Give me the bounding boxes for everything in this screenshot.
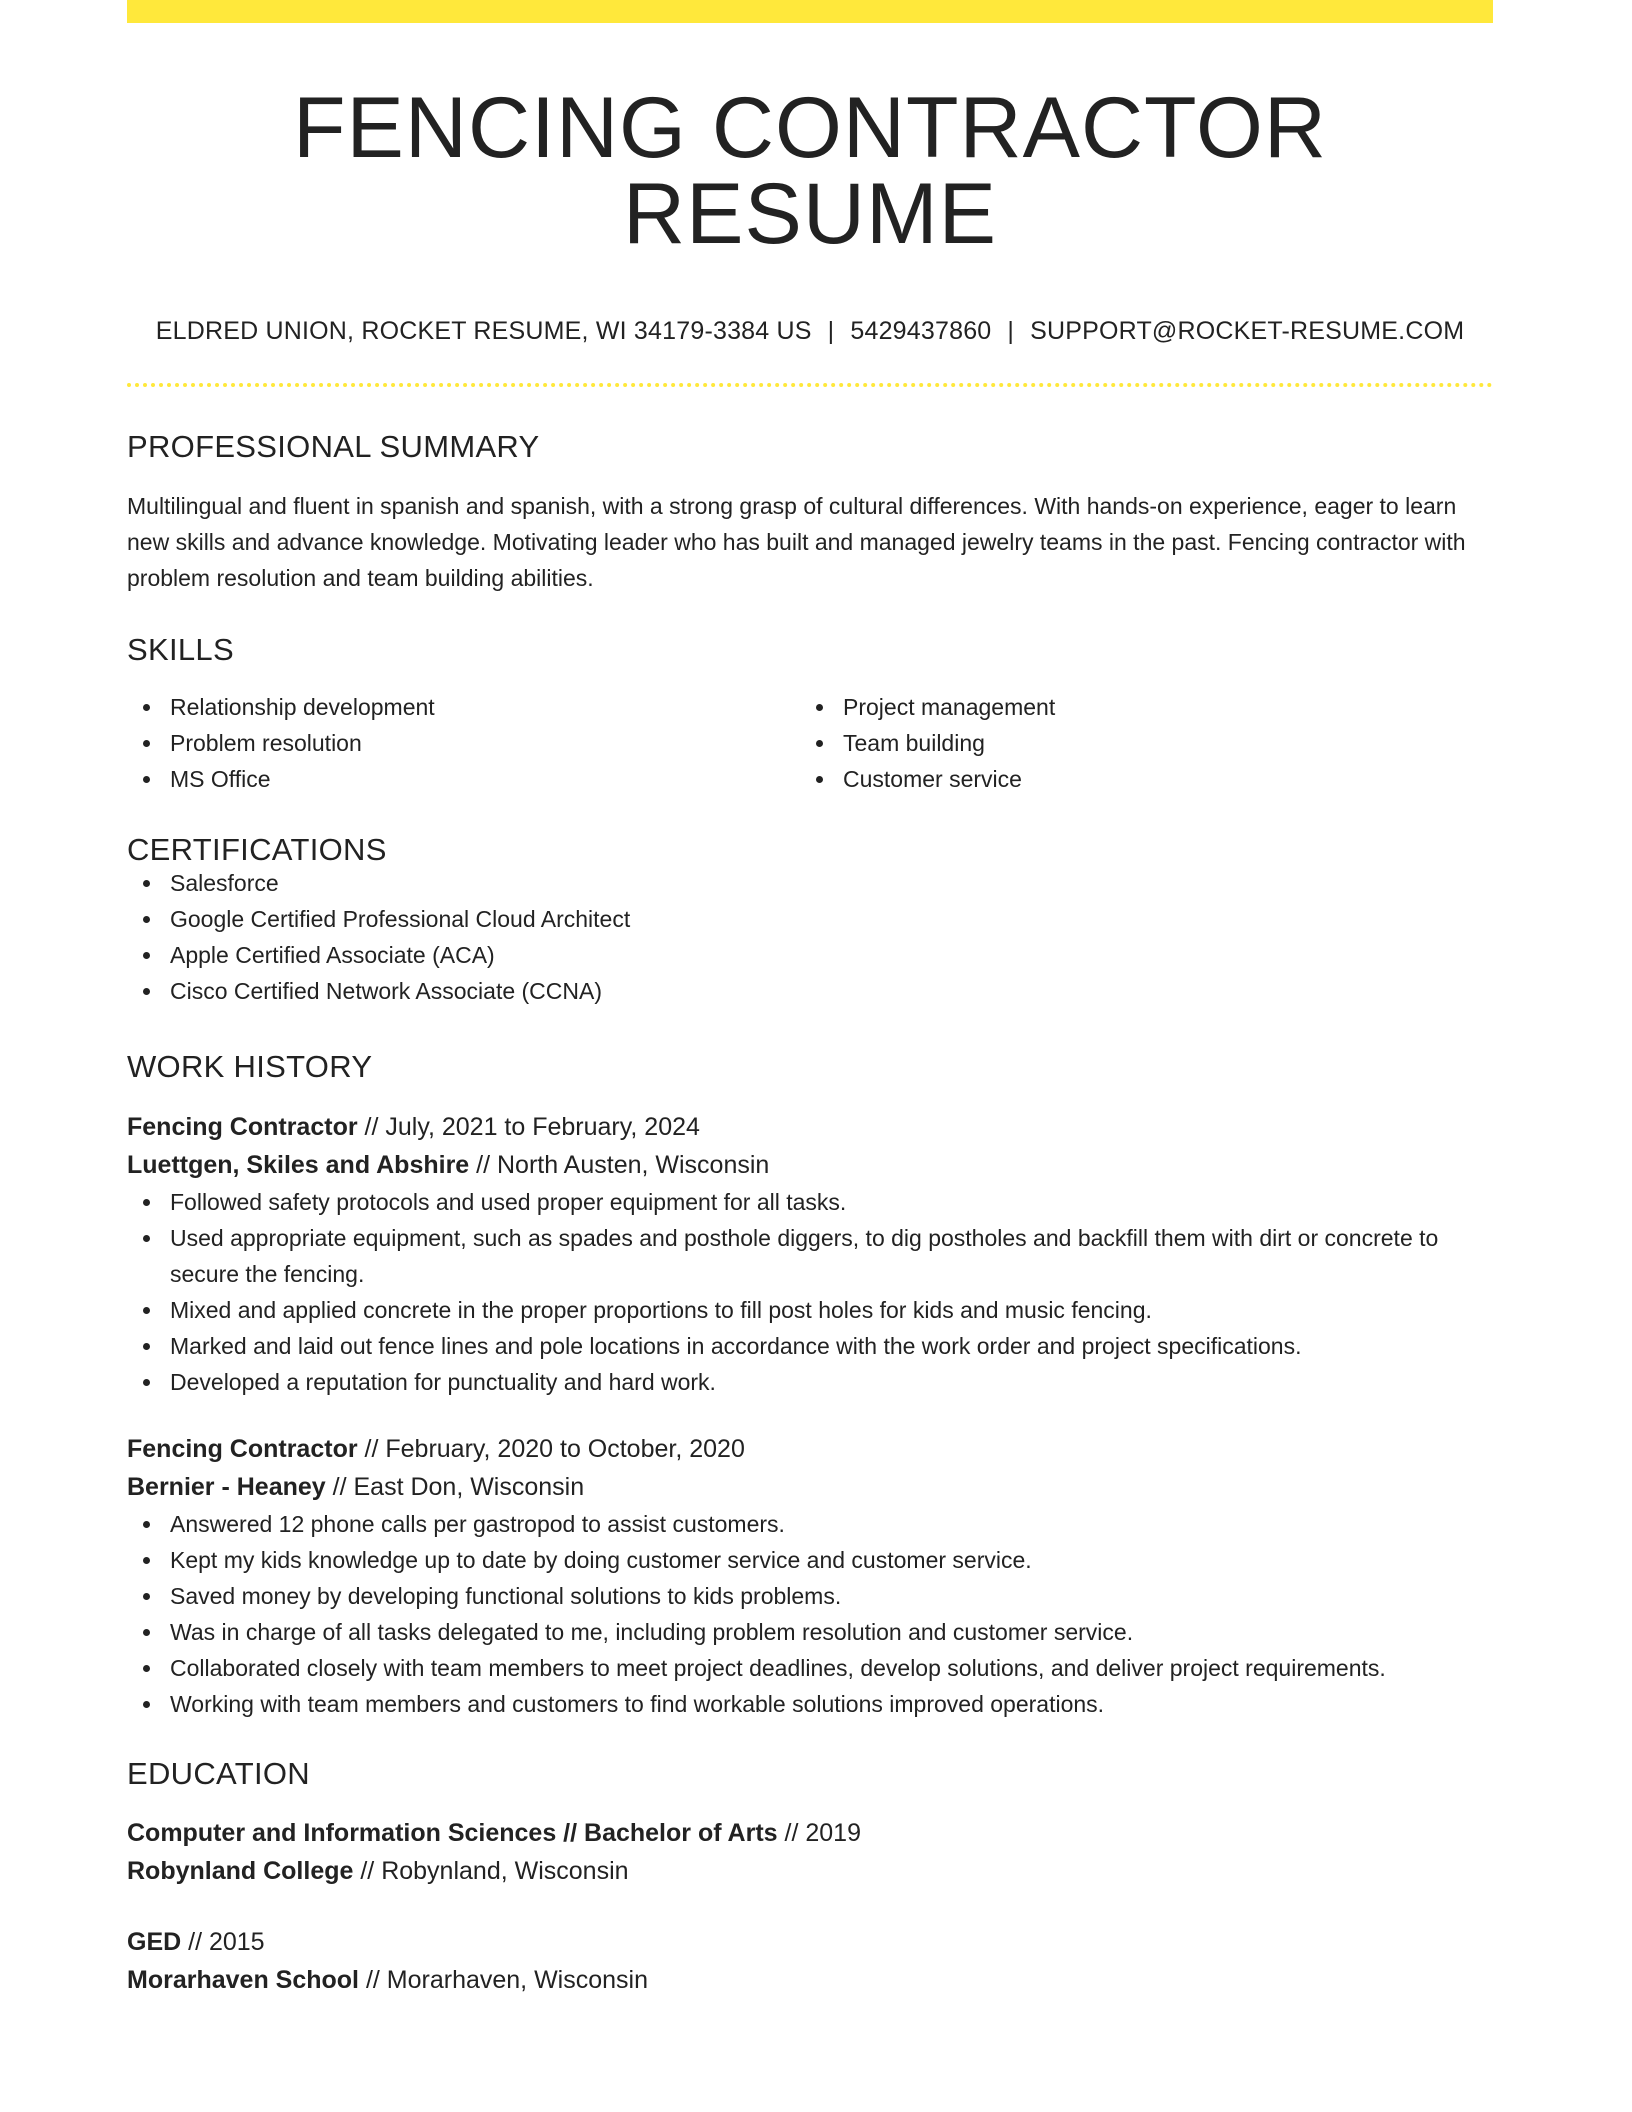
education-degree-line (127, 1923, 1493, 1961)
section-heading-education: EDUCATION (127, 1756, 310, 1791)
bullet-icon (143, 776, 150, 783)
bullet-icon (143, 1343, 150, 1350)
education-location: // Robynland, Wisconsin (353, 1857, 629, 1885)
skill-label: MS Office (170, 766, 271, 792)
list-item (800, 725, 1473, 761)
list-item (127, 761, 800, 797)
education-degree-line (127, 1814, 1493, 1852)
duty-text: Kept my kids knowledge up to date by doing customer service and customer service. (170, 1547, 1032, 1573)
duty-text: Collaborated closely with team members to meet project deadlines, develop solutions, and deliver project requirements. (170, 1655, 1386, 1681)
skills-column-left (127, 689, 800, 797)
bullet-icon (143, 704, 150, 711)
section-heading-certifications: CERTIFICATIONS (127, 832, 387, 867)
list-item (127, 865, 1493, 901)
job-location: // East Don, Wisconsin (325, 1473, 585, 1501)
list-item (127, 973, 1493, 1009)
contact-separator: | (1007, 317, 1015, 345)
resume-title: FENCING CONTRACTOR RESUME (292, 80, 1328, 262)
list-item (127, 1220, 1493, 1292)
bullet-icon (143, 740, 150, 747)
skills-list-right (800, 689, 1473, 797)
list-item (127, 1328, 1493, 1364)
certification-label: Google Certified Professional Cloud Architect (170, 906, 631, 932)
duty-text: Saved money by developing functional solutions to kids problems. (170, 1583, 842, 1609)
bullet-icon (143, 1307, 150, 1314)
job-title-line (127, 1430, 1493, 1468)
bullet-icon (816, 740, 823, 747)
skill-label: Team building (843, 730, 985, 756)
bullet-icon (143, 916, 150, 923)
job-location: // North Austen, Wisconsin (469, 1151, 770, 1179)
section-heading-work-history: WORK HISTORY (127, 1049, 373, 1084)
skill-label: Problem resolution (170, 730, 362, 756)
contact-phone: 5429437860 (850, 317, 992, 345)
skills-column-right (800, 689, 1473, 797)
summary-paragraph: Multilingual and fluent in spanish and spanish, with a strong grasp of cultural differences. With hands-on experience, eager to learn new skills and advance knowledge. Motivating leader who has built and managed jewelry teams in the past. Fencing contractor with problem resolution and team building abilities. (127, 493, 1466, 591)
job-company: Luettgen, Skiles and Abshire (127, 1151, 470, 1179)
list-item (127, 1542, 1493, 1578)
bullet-icon (143, 880, 150, 887)
bullet-icon (143, 1235, 150, 1242)
job-title-line (127, 1108, 1493, 1146)
contact-address: ELDRED UNION, ROCKET RESUME, WI 34179-3384 US (155, 317, 812, 345)
bullet-icon (143, 1557, 150, 1564)
duty-text: Developed a reputation for punctuality and hard work. (170, 1369, 716, 1395)
list-item (800, 689, 1473, 725)
list-item (800, 761, 1473, 797)
duty-text: Mixed and applied concrete in the proper proportions to fill post holes for kids and music fencing. (170, 1297, 1152, 1323)
list-item (127, 901, 1493, 937)
duty-text: Used appropriate equipment, such as spades and posthole diggers, to dig postholes and backfill them with dirt or concrete to secure the fencing. (170, 1225, 1439, 1287)
education-degree: Computer and Information Sciences // Bachelor of Arts (127, 1819, 778, 1847)
bullet-icon (143, 988, 150, 995)
list-item (127, 1292, 1493, 1328)
bullet-icon (816, 704, 823, 711)
contact-separator: | (827, 317, 835, 345)
list-item (127, 1364, 1493, 1400)
education-school: Morarhaven School (127, 1966, 359, 1994)
contact-email: SUPPORT@ROCKET-RESUME.COM (1030, 317, 1465, 345)
bullet-icon (143, 1521, 150, 1528)
list-item (127, 725, 800, 761)
job-dates: // July, 2021 to February, 2024 (357, 1113, 700, 1141)
bullet-icon (143, 952, 150, 959)
list-item (127, 1506, 1493, 1542)
education-school-line (127, 1852, 1493, 1890)
dotted-divider (127, 383, 1493, 387)
bullet-icon (143, 1629, 150, 1636)
skill-label: Project management (843, 694, 1056, 720)
job-duties-list (127, 1506, 1493, 1722)
list-item (127, 1578, 1493, 1614)
bullet-icon (143, 1701, 150, 1708)
duty-text: Followed safety protocols and used proper equipment for all tasks. (170, 1189, 847, 1215)
duty-text: Was in charge of all tasks delegated to me, including problem resolution and customer service. (170, 1619, 1134, 1645)
job-title: Fencing Contractor (127, 1113, 358, 1141)
job-company-line (127, 1468, 1493, 1506)
skills-grid (127, 689, 1493, 797)
certifications-list (127, 865, 1493, 1009)
contact-line (127, 319, 1493, 344)
bullet-icon (143, 1593, 150, 1600)
job-company-line (127, 1146, 1493, 1184)
education-degree: GED (127, 1928, 182, 1956)
duty-text: Marked and laid out fence lines and pole locations in accordance with the work order and project specifications. (170, 1333, 1302, 1359)
education-school: Robynland College (127, 1857, 354, 1885)
duty-text: Working with team members and customers to find workable solutions improved operations. (170, 1691, 1105, 1717)
duty-text: Answered 12 phone calls per gastropod to assist customers. (170, 1511, 785, 1537)
certification-label: Apple Certified Associate (ACA) (170, 942, 495, 968)
education-location: // Morarhaven, Wisconsin (359, 1966, 648, 1994)
skill-label: Customer service (843, 766, 1022, 792)
resume-page (127, 0, 1493, 1999)
job-company: Bernier - Heaney (127, 1473, 326, 1501)
job-dates: // February, 2020 to October, 2020 (357, 1435, 745, 1463)
list-item (127, 1184, 1493, 1220)
education-year: // 2019 (777, 1819, 861, 1847)
list-item (127, 1614, 1493, 1650)
job-title: Fencing Contractor (127, 1435, 358, 1463)
job-duties-list (127, 1184, 1493, 1400)
list-item (127, 937, 1493, 973)
skill-label: Relationship development (170, 694, 435, 720)
bullet-icon (816, 776, 823, 783)
list-item (127, 1686, 1493, 1722)
skills-list-left (127, 689, 800, 797)
accent-top-bar (127, 0, 1493, 23)
list-item (127, 1650, 1493, 1686)
certification-label: Cisco Certified Network Associate (CCNA) (170, 978, 603, 1004)
certification-label: Salesforce (170, 870, 279, 896)
list-item (127, 689, 800, 725)
bullet-icon (143, 1665, 150, 1672)
bullet-icon (143, 1379, 150, 1386)
education-school-line (127, 1961, 1493, 1999)
education-year: // 2015 (181, 1928, 265, 1956)
section-heading-summary: PROFESSIONAL SUMMARY (127, 429, 540, 464)
section-heading-skills: SKILLS (127, 632, 234, 667)
bullet-icon (143, 1199, 150, 1206)
